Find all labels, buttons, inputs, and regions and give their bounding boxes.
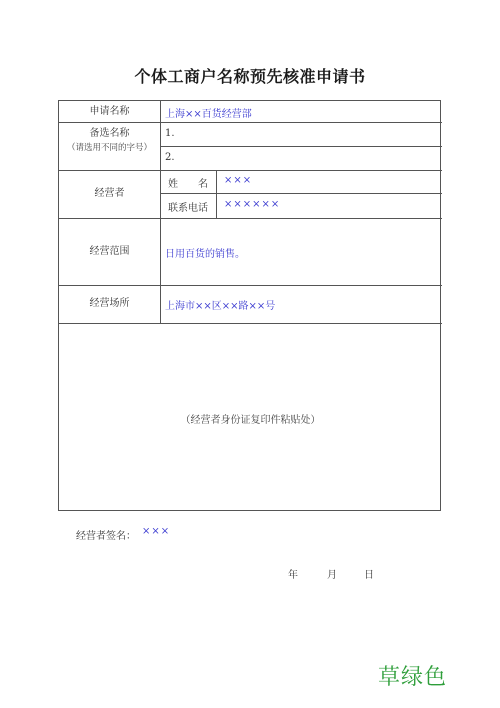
scope-label: 经营范围 (89, 246, 130, 257)
alt-name-item-1[interactable]: 1. (165, 128, 175, 139)
signature-value[interactable]: ××× (142, 526, 171, 537)
sub-row-divider (160, 193, 442, 194)
location-label: 经营场所 (89, 298, 130, 309)
date-year: 年 (288, 570, 298, 581)
apply-name-value[interactable]: 上海××百货经营部 (165, 109, 252, 120)
row-divider (59, 323, 442, 324)
scope-value[interactable]: 日用百货的销售。 (165, 249, 245, 260)
row-divider (59, 122, 442, 123)
date-month: 月 (327, 570, 337, 581)
operator-name-label: 姓 名 (168, 179, 208, 190)
page-title: 个体工商户名称预先核准申请书 (134, 67, 366, 86)
id-copy-placeholder: （经营者身份证复印件粘贴处） (180, 415, 321, 426)
location-value[interactable]: 上海市××区××路××号 (165, 301, 276, 312)
alt-name-note: （请选用不同的字号） (66, 143, 152, 153)
date-day: 日 (364, 570, 374, 581)
alt-name-item-2[interactable]: 2. (165, 152, 175, 163)
application-form (58, 100, 441, 511)
apply-name-label: 申请名称 (89, 106, 130, 117)
row-divider (59, 218, 442, 219)
operator-label: 经营者 (94, 188, 125, 199)
operator-name-value[interactable]: ××× (224, 175, 253, 186)
alt-name-label (59, 127, 160, 155)
row-divider (59, 170, 442, 171)
sub-row-divider (160, 146, 442, 147)
sub-column-divider (216, 170, 217, 218)
row-divider (59, 285, 442, 286)
color-watermark: 草绿色 (378, 665, 448, 690)
signature-label: 经营者签名： (76, 531, 136, 542)
operator-phone-value[interactable]: ×××××× (224, 199, 281, 210)
operator-phone-label: 联系电话 (168, 203, 208, 214)
alt-name-label-text: 备选名称 (89, 128, 130, 139)
